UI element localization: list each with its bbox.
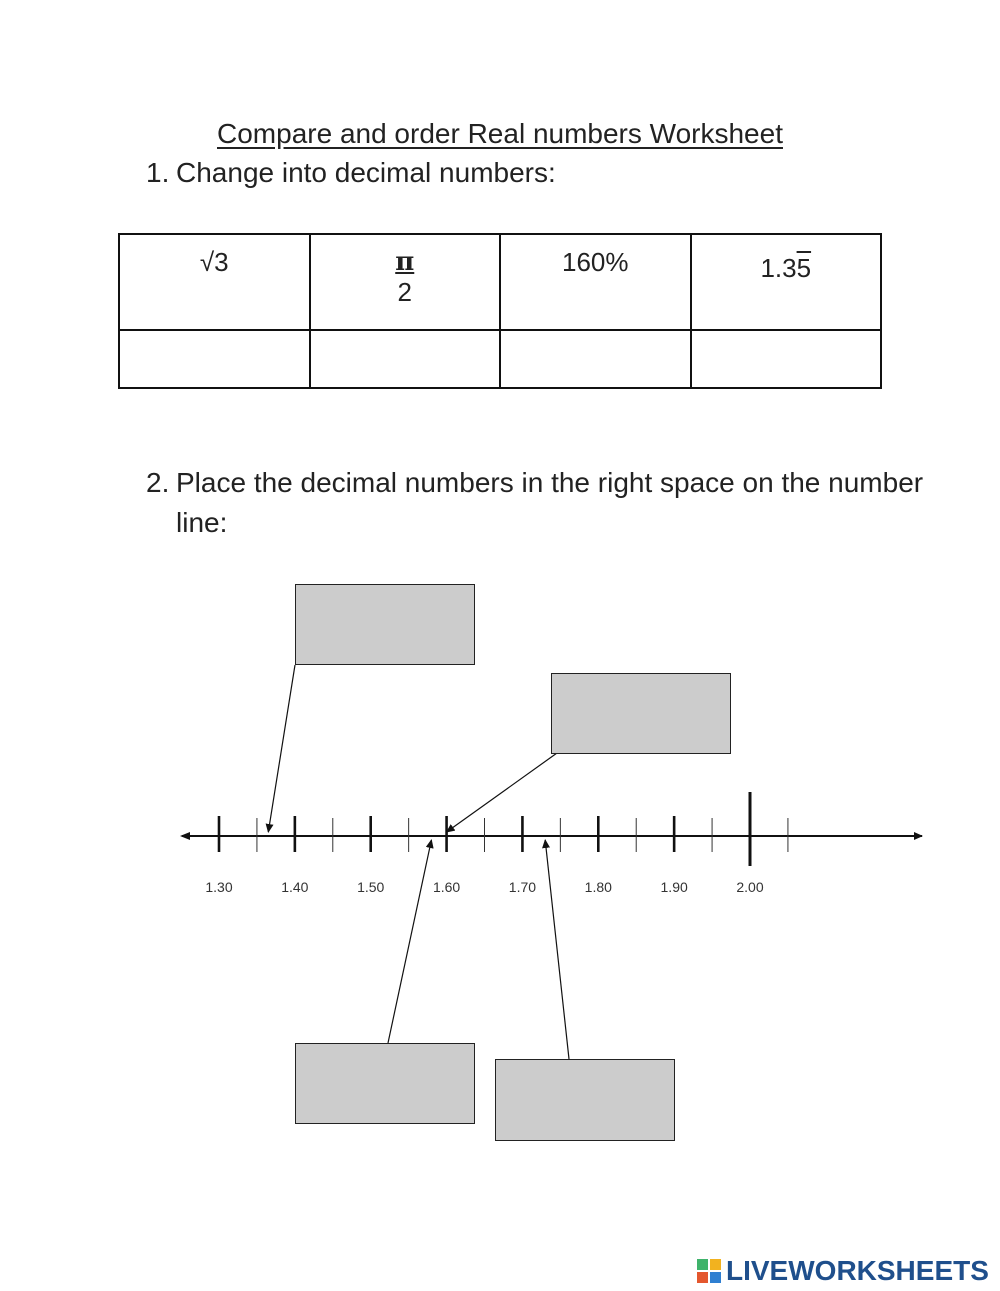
- question-2-number: 2.: [146, 467, 170, 498]
- pointer-arrow: [447, 753, 557, 832]
- answer-box-2[interactable]: [551, 673, 731, 754]
- worksheet-title-text: Compare and order Real numbers Worksheet: [217, 118, 783, 149]
- question-1-number: 1.: [146, 157, 170, 188]
- tick-label: 2.00: [736, 879, 764, 895]
- tick-label: 1.30: [205, 879, 233, 895]
- liveworksheets-logo: [697, 1255, 989, 1287]
- answer-box-4[interactable]: [495, 1059, 675, 1141]
- tick-label: 1.70: [508, 879, 537, 895]
- question-2-text: Place the decimal numbers in the right space on the number line:: [176, 467, 924, 538]
- tick-label: 1.80: [584, 879, 612, 895]
- answer-box-1[interactable]: [295, 584, 475, 665]
- logo-text: LIVEWORKSHEETS: [726, 1255, 989, 1286]
- pointer-arrows: [268, 665, 569, 1059]
- tick-label: 1.60: [432, 879, 461, 895]
- logo-blocks-icon: [697, 1259, 721, 1283]
- pi-numerator: π: [395, 247, 415, 277]
- tick-label: 1.90: [660, 879, 688, 895]
- pointer-arrow: [388, 840, 431, 1043]
- pointer-arrow: [545, 840, 569, 1059]
- repeating-digit: 5: [796, 253, 812, 283]
- sqrt3-value: √3: [199, 247, 229, 277]
- question-1-text: Change into decimal numbers:: [176, 157, 556, 188]
- repeating-prefix: 1.3: [760, 253, 797, 283]
- number-line: [180, 792, 922, 895]
- answer-box-3[interactable]: [295, 1043, 475, 1124]
- percent-value: 160%: [562, 247, 629, 277]
- tick-label: 1.40: [281, 879, 309, 895]
- pi-denominator: 2: [397, 277, 412, 307]
- pointer-arrow: [268, 665, 295, 832]
- axis-left-arrow: [180, 832, 190, 840]
- tick-label: 1.50: [357, 879, 385, 895]
